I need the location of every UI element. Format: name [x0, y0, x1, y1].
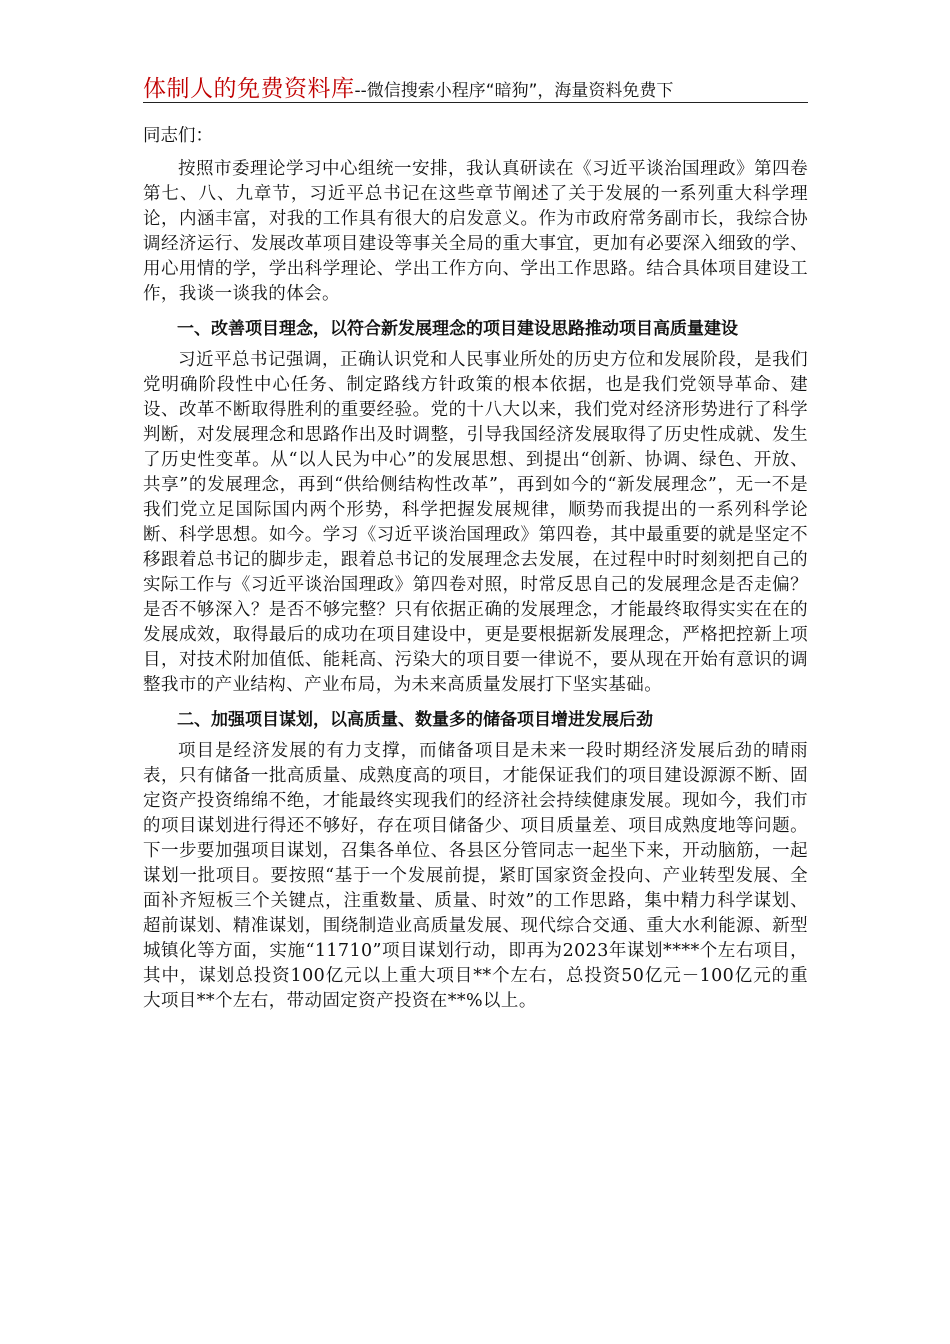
- spacer: [143, 698, 808, 704]
- section-2-body: 项目是经济发展的有力支撑，而储备项目是未来一段时期经济发展后劲的晴雨表，只有储备一批高质量、成熟度高的项目，才能保证我们的项目建设源源不断、固定资产投资绵绵不绝，才能最终实现我们的经济社会持续健康发展。现如今，我们市的项目谋划进行得还不够好，存在项目储备少、项目质量差、项目成熟度地等问题。下一步要加强项目谋划，召集各单位、各县区分管同志一起坐下来，开动脑筋，一起谋划一批项目。要按照“基于一个发展前提，紧盯国家资金投向、产业转型发展、全面补齐短板三个关键点，注重数量、质量、时效”的工作思路，集中精力科学谋划、超前谋划、精准谋划，围绕制造业高质量发展、现代综合交通、重大水利能源、新型城镇化等方面，实施“11710”项目谋划行动，即再为2023年谋划****个左右项目，其中，谋划总投资100亿元以上重大项目**个左右，总投资50亿元－100亿元的重大项目**个左右，带动固定资产投资在**%以上。: [143, 741, 808, 1011]
- intro-paragraph: 按照市委理论学习中心组统一安排，我认真研读在《习近平谈治国理政》第四卷第七、八、九章节，习近平总书记在这些章节阐述了关于发展的一系列重大科学理论，内涵丰富，对我的工作具有很大的启发意义。作为市政府常务副市长，我综合协调经济运行、发展改革项目建设等事关全局的重大事宜，更加有必要深入细致的学、用心用情的学，学出科学理论、学出工作方向、学出工作思路。结合具体项目建设工作，我谈一谈我的体会。: [143, 159, 808, 304]
- header-slogan: --微信搜索小程序“暗狗”，海量资料免费下: [354, 81, 674, 101]
- header-brand: 体制人的免费资料库: [143, 76, 355, 102]
- document-body: [143, 124, 808, 1014]
- section-1-body: 习近平总书记强调，正确认识党和人民事业所处的历史方位和发展阶段，是我们党明确阶段性中心任务、制定路线方针政策的根本依据，也是我们党领导革命、建设、改革不断取得胜利的重要经验。党的十八大以来，我们党对经济形势进行了科学判断，对发展理念和思路作出及时调整，引导我国经济发展取得了历史性成就、发生了历史性变革。从“以人民为中心”的发展思想、到提出“创新、协调、绿色、开放、共享”的发展理念，再到“供给侧结构性改革”，再到如今的“新发展理念”，无一不是我们党立足国际国内两个形势，科学把握发展规律，顺势而我提出的一系列科学论断、科学思想。如今。学习《习近平谈治国理政》第四卷，其中最重要的就是坚定不移跟着总书记的脚步走，跟着总书记的发展理念去发展，在过程中时时刻刻把自己的实际工作与《习近平谈治国理政》第四卷对照，时常反思自己的发展理念是否走偏？是否不够深入？是否不够完整？只有依据正确的发展理念，才能最终取得实实在在的发展成效，取得最后的成功在项目建设中，更是要根据新发展理念，严格把控新上项目，对技术附加值低、能耗高、污染大的项目要一律说不，要从现在开始有意识的调整我市的产业结构、产业布局，为未来高质量发展打下坚实基础。: [143, 350, 808, 695]
- salutation: 同志们：: [143, 126, 213, 146]
- spacer: [143, 307, 808, 313]
- section-2-heading: 二、加强项目谋划，以高质量、数量多的储备项目增进发展后劲: [177, 710, 653, 730]
- section-1-heading: 一、改善项目理念，以符合新发展理念的项目建设思路推动项目高质量建设: [177, 319, 738, 339]
- page-header: [143, 70, 808, 103]
